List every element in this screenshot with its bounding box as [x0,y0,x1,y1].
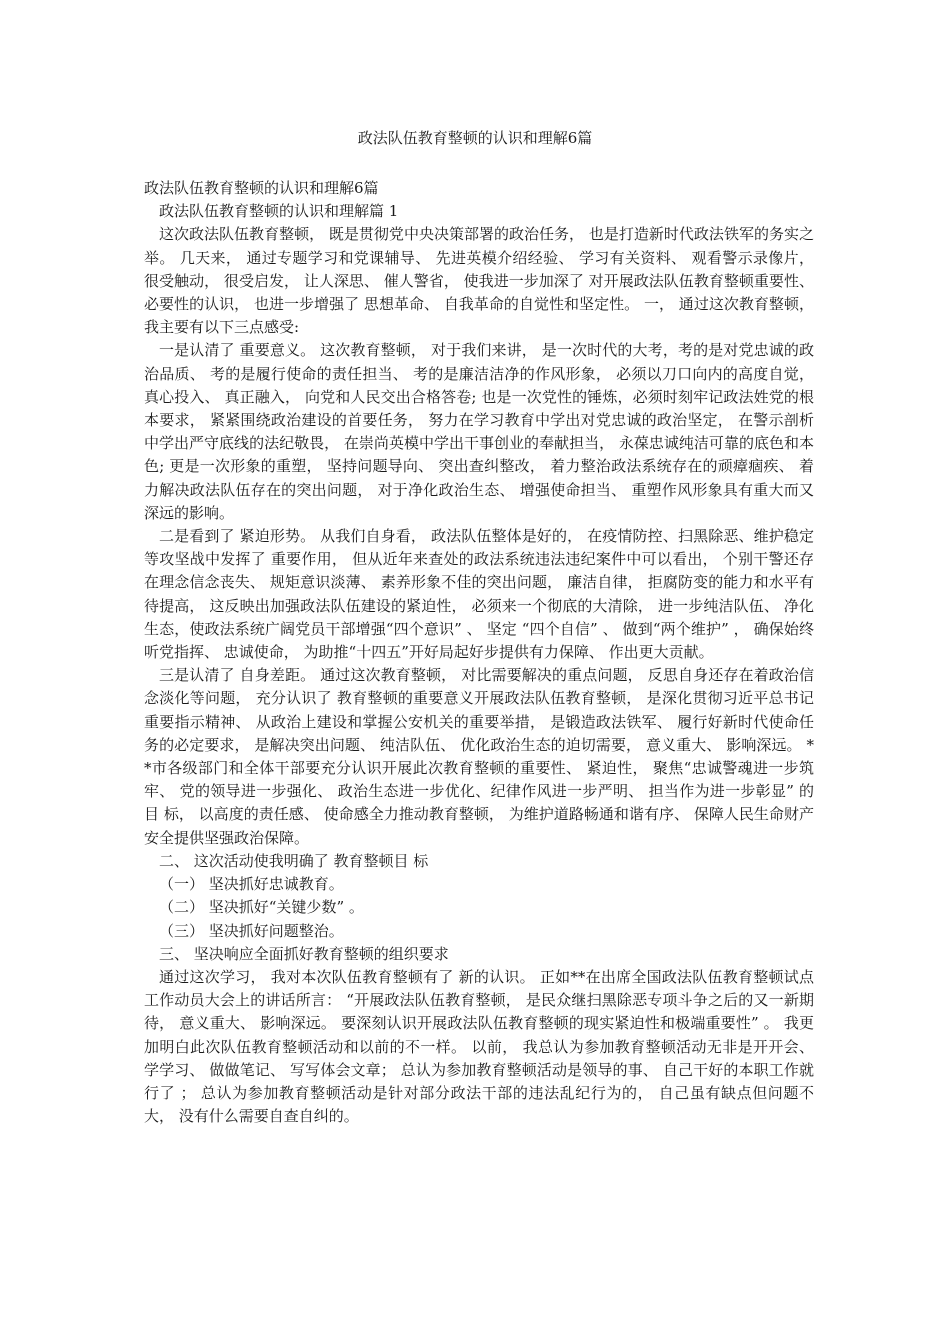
list-item: （二） 坚决抓好“关键少数” 。 [159,898,364,917]
paragraph-intro: 这次政法队伍教育整顿， 既是贯彻党中央决策部署的政治任务， 也是打造新时代政法铁军的务实之举。 几天来， 通过专题学习和党课辅导、 先进英模介绍经验、 学习有关资料、 观看警示录像片， 很受触动， 很受启发， 让人深思、 催人警省， 使我进一步加深了 对开展政法队伍教育整顿重要性、 必要性的认识， 也进一步增强了 思想革命、 自我革命的自觉性和坚定性。 一， 通过这次教育整顿， 我主要有以下三点感受: [144,225,814,337]
document-title: 政法队伍教育整顿的认识和理解6篇 [357,129,593,147]
document-body [144,177,814,1128]
paragraph-part3: 通过这次学习， 我对本次队伍教育整顿有了 新的认识。 正如**在出席全国政法队伍教育整顿试点工作动员大会上的讲话所言： “开展政法队伍教育整顿， 是民众继扫黑除恶专项斗争之后的又一新期待， 意义重大、 影响深远。 要深刻认识开展政法队伍教育整顿的现实紧迫性和极端重要性” 。 我更加明白此次队伍教育整顿活动和以前的不一样。 以前， 我总认为参加教育整顿活动无非是开开会、 学学习、 做做笔记、 写写体会文章； 总认为参加教育整顿活动是领导的事、 自己干好的本职工作就行了 ； 总认为参加教育整顿活动是针对部分政法干部的违法乱纪行为的， 自己虽有缺点但问题不大， 没有什么需要自查自纠的。 [144,967,814,1126]
list-item: （三） 坚决抓好问题整治。 [159,921,344,940]
part3-title: 三、 坚决响应全面抓好教育整顿的组织要求 [159,944,449,963]
section-title: 政法队伍教育整顿的认识和理解篇 1 [159,202,399,221]
paragraph-point-1: 一是认清了 重要意义。 这次教育整顿， 对于我们来讲， 是一次时代的大考，考的是对党忠诚的政治品质、 考的是履行使命的责任担当、 考的是廉洁洁净的作风形象， 必须以刀口向内的高度自觉， 真心投入、 真正融入， 向党和人民交出合格答卷; 也是一次党性的锤炼，必须时刻牢记政法姓党的根本要求， 紧紧围绕政治建设的首要任务， 努力在学习教育中学出对党忠诚的政治坚定， 在警示剖析中学出严守底线的法纪敬畏， 在崇尚英模中学出干事创业的奉献担当， 永葆忠诚纯洁可靠的底色和本色; 更是一次形象的重塑， 坚持问题导向、 突出查纠整改， 着力整治政法系统存在的顽瘴痼疾、 着力解决政法队伍存在的突出问题， 对于净化政治生态、 增强使命担当、 重塑作风形象具有重大而又深远的影响。 [144,341,814,522]
paragraph-point-3: 三是认清了 自身差距。 通过这次教育整顿， 对比需要解决的重点问题， 反思自身还存在着政治信念淡化等问题， 充分认识了 教育整顿的重要意义开展政法队伍教育整顿， 是深化贯彻习近平总书记重要指示精神、 从政治上建设和掌握公安机关的重要举措， 是锻造政法铁军、 履行好新时代使命任务的必定要求， 是解决突出问题、 纯洁队伍、 优化政治生态的迫切需要， 意义重大、 影响深远。 **市各级部门和全体干部要充分认识开展此次教育整顿的重要性、 紧迫性， 聚焦“忠诚警魂进一步筑牢、 党的领导进一步强化、 政治生态进一步优化、纪律作风进一步严明、 担当作为进一步彰显” 的目 标， 以高度的责任感、 使命感全力推动教育整顿， 为维护道路畅通和谐有序、 保障人民生命财产安全提供坚强政治保障。 [144,666,814,847]
part2-title: 二、 这次活动使我明确了 教育整顿目 标 [159,851,429,870]
paragraph-point-2: 二是看到了 紧迫形势。 从我们自身看， 政法队伍整体是好的， 在疫情防控、扫黑除恶、维护稳定等攻坚战中发挥了 重要作用， 但从近年来查处的政法系统违法违纪案件中可以看出， 个别干警还存在理念信念丧失、 规矩意识淡薄、 素养形象不佳的突出问题， 廉洁自律， 拒腐防变的能力和水平有待提高， 这反映出加强政法队伍建设的紧迫性， 必须来一个彻底的大清除， 进一步纯洁队伍、 净化生态，使政法系统广阔党员干部增强“四个意识” 、 坚定 “四个自信” 、 做到“两个维护” ， 确保始终听党指挥、 忠诚使命， 为助推“十四五”开好局起好步提供有力保障、 作出更大贡献。 [144,527,814,662]
document-heading: 政法队伍教育整顿的认识和理解6篇 [144,179,379,197]
list-item: （一） 坚决抓好忠诚教育。 [159,875,344,894]
